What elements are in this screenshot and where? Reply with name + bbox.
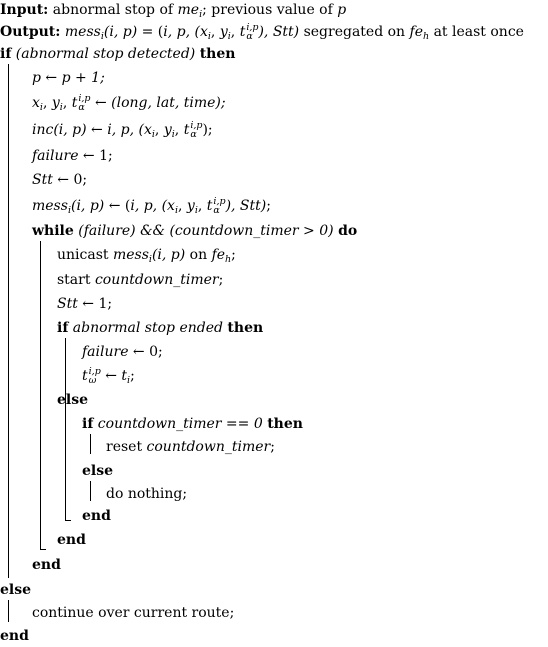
failure-var: failure (32, 148, 79, 164)
x-sub: i (207, 31, 211, 42)
countdown-timer-var: countdown_timer (94, 272, 219, 288)
fe-sub: h (423, 31, 430, 42)
x-sub: i (174, 205, 178, 216)
kw-then: then (227, 320, 264, 336)
assign-1: ← 1; (78, 148, 113, 164)
fe-sub: h (225, 254, 232, 265)
t-sup: i,p (88, 366, 101, 377)
mess-args: (i, p) (151, 247, 186, 263)
kw-do: do (338, 223, 358, 239)
output-label: Output: (0, 24, 61, 40)
mess-args: (i, p) (103, 24, 138, 40)
me-sub: i (199, 9, 203, 20)
coords-line: $x_i$, $y_i$, t i,p α ← (long, lat, time); (32, 93, 226, 113)
mess-sub: i (67, 205, 71, 216)
p-var: p (337, 2, 347, 18)
y-var: y (163, 122, 172, 138)
stt-var: Stt (32, 172, 53, 188)
end-while-line (32, 555, 61, 575)
reset-text: reset (106, 439, 147, 455)
stt-set-1-line (57, 294, 112, 314)
kw-end: end (32, 557, 61, 573)
countdown-timer-var: countdown_timer (146, 439, 271, 455)
kw-if: if (57, 320, 69, 336)
x-sub: i (39, 102, 43, 113)
mess-args: (i, p) (70, 198, 105, 214)
failure-set-1-line (32, 146, 113, 166)
t-var: t (183, 122, 190, 138)
t-var: t (239, 24, 246, 40)
reset-timer-line (106, 437, 275, 457)
kw-then: then (199, 46, 236, 62)
if-ended-line (57, 318, 263, 338)
input-text: abnormal stop of (52, 2, 174, 18)
inc-line: inc(i, p) ← i, p, ($x_i$, $y_i$, t i,p α ); (32, 120, 213, 140)
on-text: on (185, 247, 212, 263)
failure-var: failure (82, 344, 129, 360)
timer-zero-condition: countdown_timer == 0 (97, 416, 263, 432)
tuple-ip: i, p, ( (163, 24, 200, 40)
input-rest: ; previous value of (202, 2, 333, 18)
t-sup: i,p (78, 93, 91, 104)
start-timer-line (57, 270, 223, 290)
kw-end: end (0, 628, 29, 644)
if-ended-block-bar (65, 338, 66, 520)
do-nothing-line (106, 484, 187, 504)
ti-assign: ← t (100, 368, 128, 384)
do-nothing-block-bar (90, 481, 91, 501)
end-inner-if-line (82, 506, 111, 526)
output-suffix: segregated on (299, 24, 410, 40)
else-outer-line (0, 580, 31, 600)
y-var: y (51, 95, 60, 111)
t-sup: i,p (190, 120, 203, 131)
t-sub: α (246, 31, 253, 42)
mess-assign-line: mess$_i$(i, p) ← (i, p, ($x_i$, $y_i$, t i,p α ), Stt); (32, 196, 271, 216)
inc-args: (i, p) (53, 122, 87, 138)
t-sub: α (190, 129, 197, 140)
y-var: y (219, 24, 228, 40)
y-sub: i (227, 31, 231, 42)
stt-var: Stt (57, 296, 78, 312)
semicolon: ; (270, 439, 275, 455)
fe-var: fe (409, 24, 423, 40)
reset-block-bar (90, 434, 91, 454)
else-block-bar (8, 600, 9, 622)
p-increment-line (32, 68, 105, 88)
assign-0: ← 0; (128, 344, 163, 360)
if-condition: (abnormal stop detected) (15, 46, 196, 62)
continue-route-line (32, 603, 234, 623)
mess-sub: i (100, 31, 104, 42)
kw-else: else (57, 392, 89, 408)
mess-var: mess (64, 24, 101, 40)
semicolon: ; (130, 368, 135, 384)
t-sub: α (213, 205, 220, 216)
unicast-line (57, 245, 236, 265)
input-label: Input: (0, 2, 49, 18)
kw-while: while (32, 223, 74, 239)
while-block-tick (40, 549, 46, 550)
t-sub: α (78, 102, 85, 113)
while-block-bar (40, 241, 41, 549)
unicast-text: unicast (57, 247, 113, 263)
t-omega-line (82, 366, 135, 386)
p-increment: p ← p + 1; (32, 70, 105, 86)
y-var: y (186, 198, 195, 214)
x-var: x (167, 198, 175, 214)
x-var: x (32, 95, 40, 111)
else-timer-line (82, 461, 113, 481)
y-sub: i (59, 102, 63, 113)
t-var: t (82, 368, 88, 384)
x-var: x (199, 24, 208, 40)
kw-then: then (267, 416, 303, 432)
t-var: t (206, 198, 213, 214)
kw-else: else (82, 463, 114, 479)
stt-close: ), Stt) (225, 198, 267, 214)
long-lat-time: (long, lat, time); (111, 95, 226, 111)
assign-1: ← 1; (77, 296, 113, 312)
continue-route-text: continue over current route; (32, 605, 235, 621)
assign-0: ← 0; (52, 172, 88, 188)
fe-var: fe (211, 247, 226, 263)
x-sub: i (151, 129, 155, 140)
mess-var: mess (32, 198, 68, 214)
semicolon: ; (231, 247, 236, 263)
t-var: t (71, 95, 78, 111)
t-sup: i,p (246, 22, 259, 33)
kw-else: else (0, 582, 32, 598)
start-text: start (57, 272, 95, 288)
end-outer-line (0, 626, 29, 646)
mess-var: mess (112, 247, 149, 263)
ti-sub: i (127, 375, 131, 386)
inc-fn: inc (32, 122, 54, 138)
tuple-ip: i, p, ( (107, 122, 144, 138)
equals: = ( (137, 24, 164, 40)
mess-sub: i (148, 254, 152, 265)
else-inner-line (57, 390, 88, 410)
t-sup: i,p (213, 196, 226, 207)
kw-if: if (82, 416, 94, 432)
y-sub: i (171, 129, 175, 140)
while-condition: (failure) && (countdown_timer > 0) (78, 223, 334, 239)
do-nothing-text: do nothing; (106, 486, 188, 502)
if-ended-block-tick (65, 520, 71, 521)
tuple-ip: i, p, ( (130, 198, 168, 214)
me-var: me (177, 2, 200, 18)
if-block-bar (8, 64, 9, 578)
x-var: x (143, 122, 152, 138)
stt-set-0-line (32, 170, 87, 190)
kw-end: end (57, 532, 86, 548)
kw-if: if (0, 46, 12, 62)
semicolon: ; (218, 272, 224, 288)
if-line (0, 44, 235, 64)
failure-set-0-line (82, 342, 163, 362)
while-line (32, 221, 357, 241)
end-if-ended-line (57, 530, 86, 550)
algo-input-line (0, 0, 346, 20)
kw-end: end (82, 508, 111, 524)
stt-close: ), Stt) (258, 24, 300, 40)
algo-output-line: Output: mess$_i$(i, p) = (i, p, ($x_i$, $y_i$, t i,p α ), Stt) segregated on $fe_h$ at least once (0, 22, 524, 42)
t-omega-sub: ω (88, 375, 97, 386)
abnormal-stop-ended: abnormal stop ended (72, 320, 223, 336)
y-sub: i (194, 205, 198, 216)
if-timer-zero-line (82, 414, 303, 434)
output-tail: at least once (429, 24, 524, 40)
